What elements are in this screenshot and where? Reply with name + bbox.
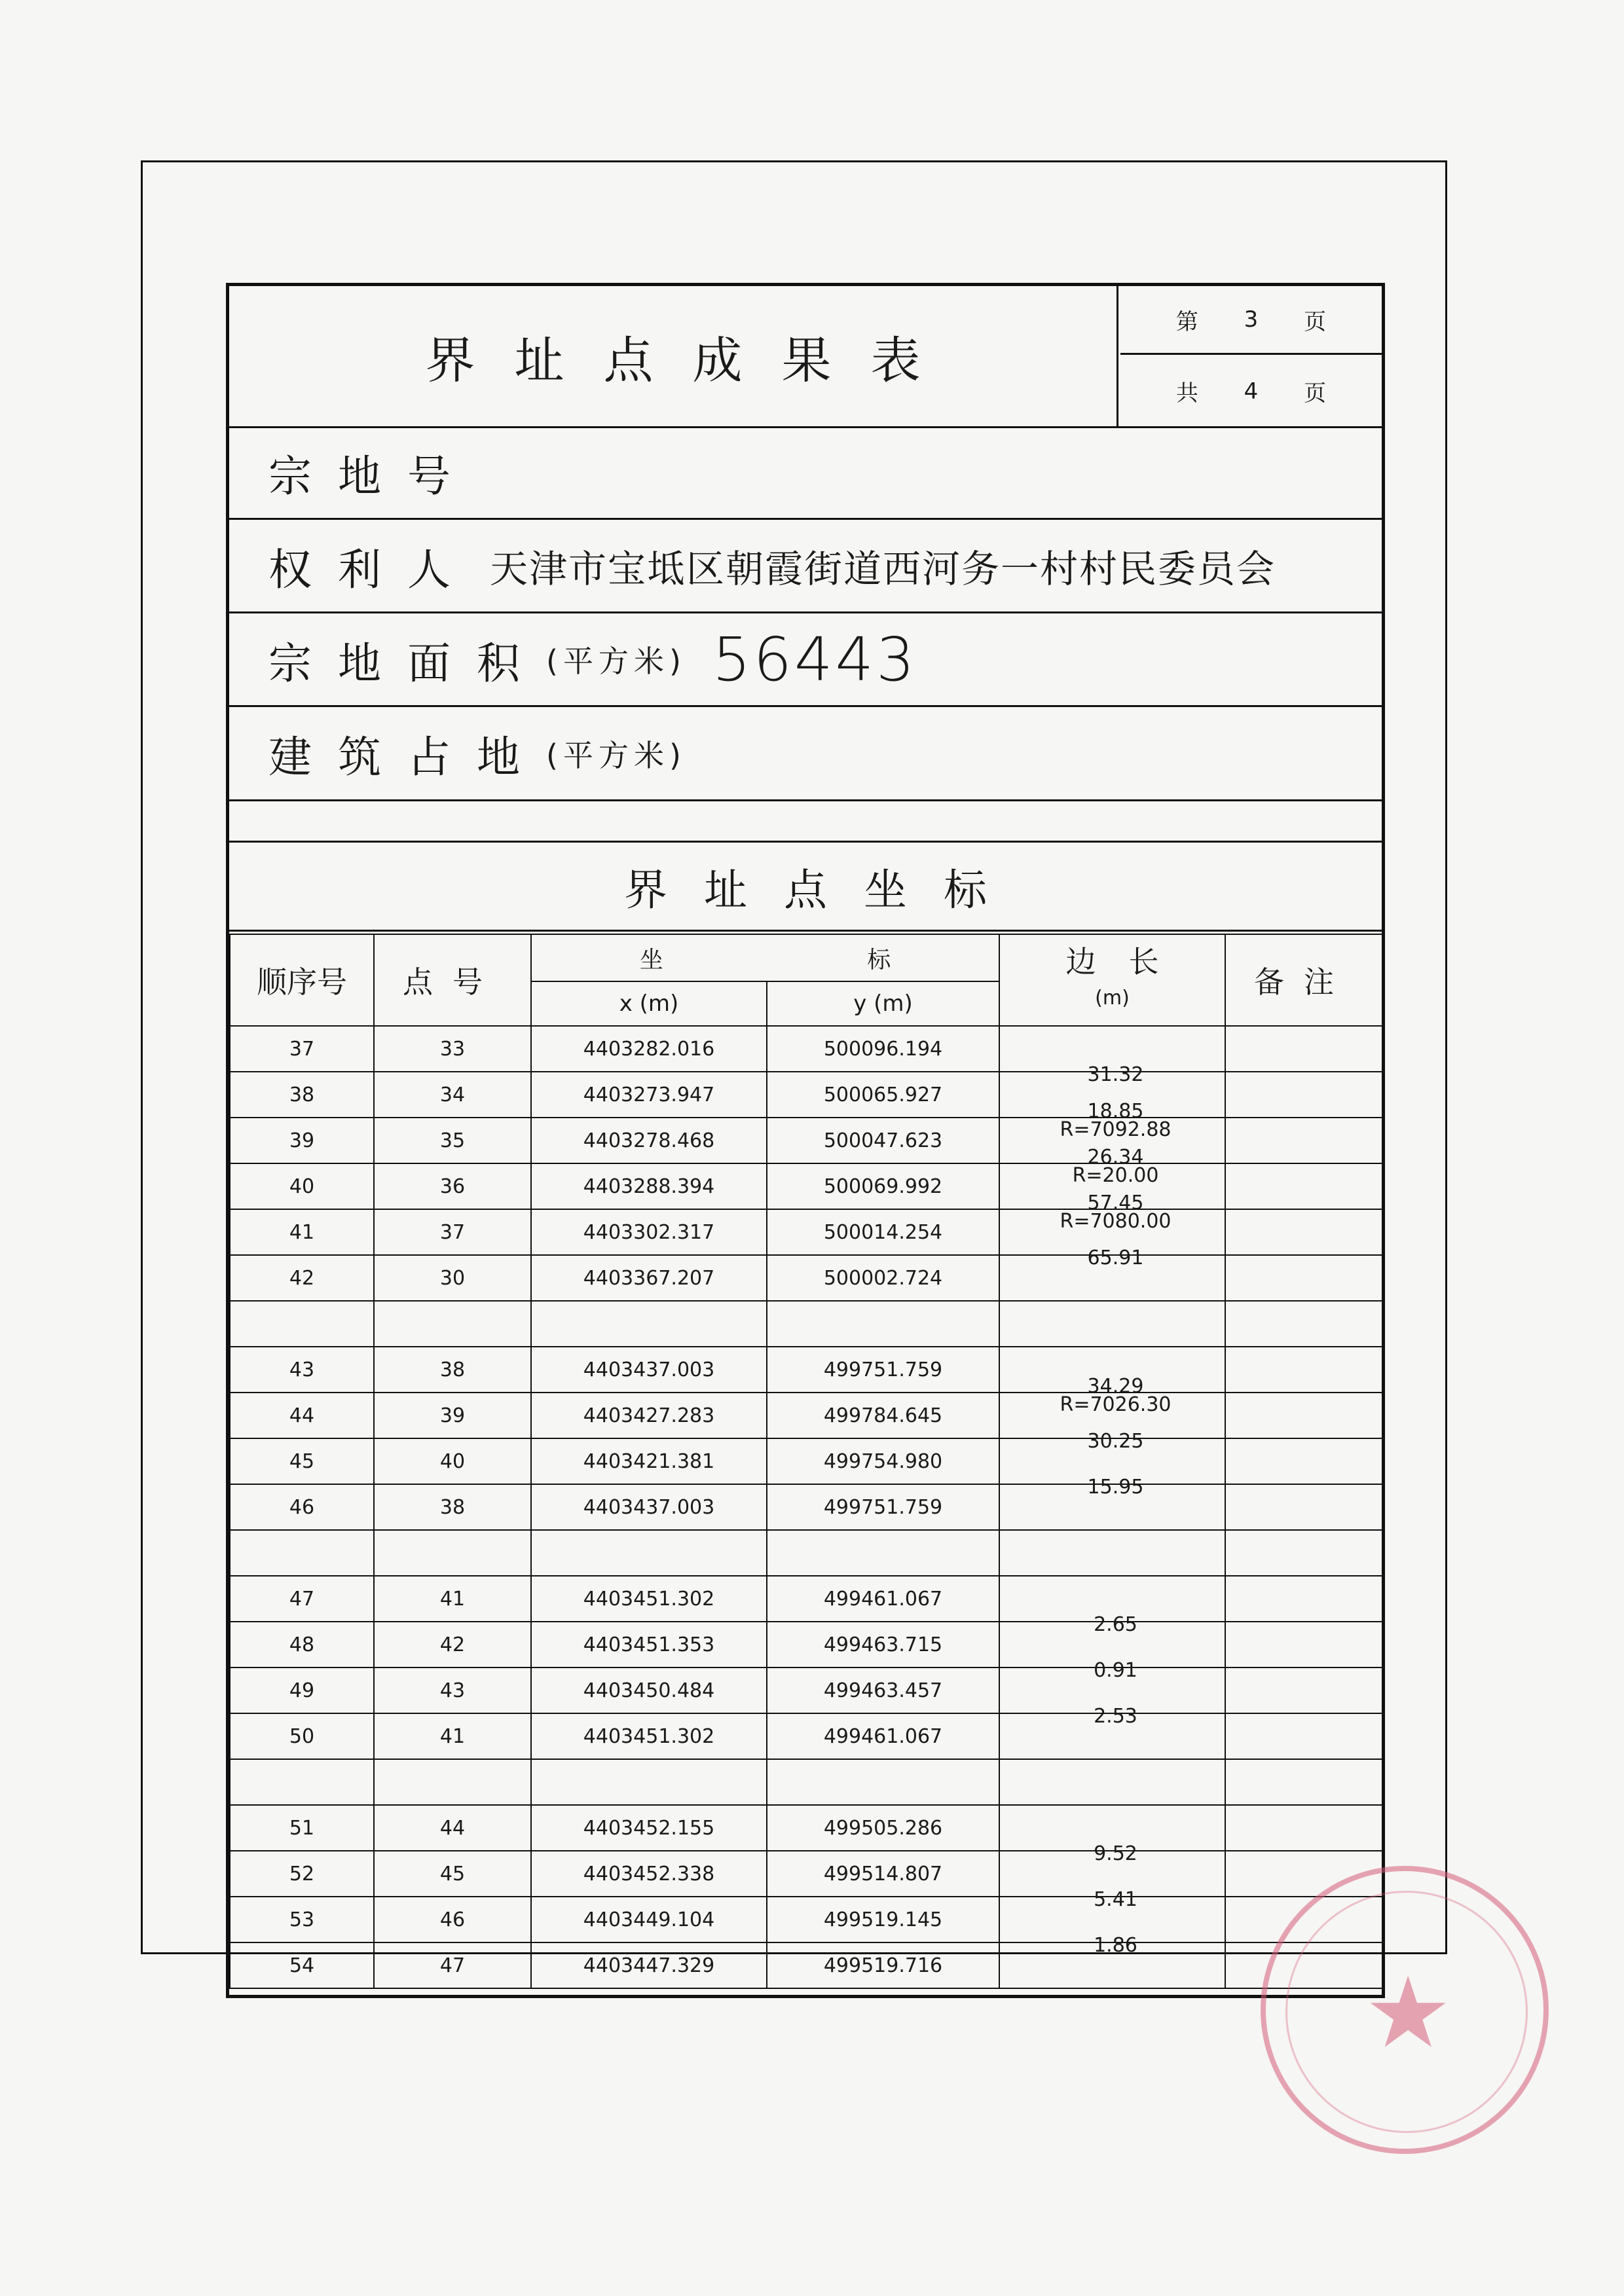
x-cell: 4403367.207 (531, 1255, 767, 1301)
header-remark (1225, 934, 1382, 1026)
page-total-suffix: 页 (1304, 380, 1327, 407)
header-y: y (m) (767, 981, 999, 1026)
edge-length-value: 57.45 (1087, 1192, 1144, 1214)
header-coord-left: 坐 (639, 946, 663, 974)
building-label: 建筑占地 (268, 732, 546, 782)
company-seal (1261, 1866, 1549, 2154)
point-cell: 41 (374, 1576, 531, 1622)
edge-length-label (1003, 1613, 1228, 1636)
seq-cell: 44 (230, 1393, 374, 1438)
seq-cell: 41 (230, 1209, 374, 1255)
building-row (229, 707, 1382, 801)
edge-length-label (1003, 1842, 1228, 1865)
point-cell: 30 (374, 1255, 531, 1301)
seq-cell: 46 (230, 1484, 374, 1530)
edge-length-label (1003, 1659, 1228, 1682)
edge-length-value: 34.29 (1087, 1375, 1144, 1398)
edge-length-value: 2.53 (1094, 1705, 1137, 1728)
seq-cell: 52 (230, 1851, 374, 1897)
seq-cell: 53 (230, 1897, 374, 1942)
remark-cell (1225, 1163, 1382, 1209)
point-cell: 37 (374, 1209, 531, 1255)
edge-length-label (1003, 1063, 1228, 1086)
seq-cell (230, 1759, 374, 1805)
owner-value: 天津市宝坻区朝霞街道西河务一村村民委员会 (490, 547, 1276, 591)
x-cell: 4403451.353 (531, 1622, 767, 1667)
x-cell: 4403452.155 (531, 1805, 767, 1851)
coordinate-table (229, 934, 1383, 1989)
x-cell: 4403451.302 (531, 1713, 767, 1759)
x-cell (531, 1301, 767, 1347)
header-edge (999, 934, 1225, 1026)
y-cell: 500065.927 (767, 1072, 999, 1118)
point-cell: 47 (374, 1942, 531, 1988)
remark-cell (1225, 1438, 1382, 1484)
boundary-point-sheet (226, 283, 1385, 1998)
seq-cell: 39 (230, 1118, 374, 1163)
point-cell: 44 (374, 1805, 531, 1851)
y-cell: 500096.194 (767, 1026, 999, 1072)
edge-cell (999, 1759, 1225, 1805)
x-cell: 4403282.016 (531, 1026, 767, 1072)
remark-cell (1225, 1301, 1382, 1347)
owner-label: 权利人 (268, 544, 477, 595)
point-cell: 45 (374, 1851, 531, 1897)
page-total (1120, 357, 1382, 426)
parcel-number-label: 宗地号 (268, 450, 477, 501)
edge-length-label (1003, 1888, 1228, 1911)
edge-cell (999, 1530, 1225, 1576)
remark-cell (1225, 1805, 1382, 1851)
x-cell: 4403451.302 (531, 1576, 767, 1622)
edge-length-label (1003, 1934, 1228, 1957)
header-coord-group (536, 941, 995, 975)
remark-cell (1225, 1393, 1382, 1438)
remark-cell (1225, 1484, 1382, 1530)
edge-length-label (1003, 1102, 1228, 1139)
header-edge-text: 边长 (1065, 944, 1192, 979)
area-value: 56443 (712, 624, 917, 695)
header-x: x (m) (531, 981, 767, 1026)
edge-length-label (1003, 1432, 1228, 1451)
point-cell: 34 (374, 1072, 531, 1118)
y-cell: 499463.457 (767, 1667, 999, 1713)
edge-length-value: 15.95 (1087, 1476, 1144, 1499)
area-unit: (平方米) (546, 644, 686, 679)
point-cell: 43 (374, 1667, 531, 1713)
edge-length-value: 5.41 (1094, 1888, 1137, 1911)
table-row (230, 1759, 1382, 1805)
section-title: 界址点坐标 (229, 843, 1382, 932)
y-cell: 499519.716 (767, 1942, 999, 1988)
owner-row (229, 520, 1382, 613)
seq-cell: 48 (230, 1622, 374, 1667)
x-cell: 4403437.003 (531, 1347, 767, 1393)
page-current-suffix: 页 (1304, 308, 1327, 335)
x-cell: 4403273.947 (531, 1072, 767, 1118)
header-coord-right: 标 (867, 946, 891, 974)
y-cell: 499751.759 (767, 1347, 999, 1393)
x-cell: 4403427.283 (531, 1393, 767, 1438)
header-coord (531, 934, 999, 981)
y-cell: 499519.145 (767, 1897, 999, 1942)
page-current (1120, 286, 1382, 355)
y-cell: 499505.286 (767, 1805, 999, 1851)
page-title: 界址点成果表 (229, 286, 1118, 426)
edge-radius-value: R=7092.88 (1060, 1118, 1172, 1141)
x-cell (531, 1530, 767, 1576)
x-cell: 4403288.394 (531, 1163, 767, 1209)
remark-cell (1225, 1759, 1382, 1805)
point-cell: 33 (374, 1026, 531, 1072)
header-edge-unit: (m) (1095, 987, 1130, 1010)
page-total-number: 4 (1244, 378, 1259, 405)
x-cell: 4403278.468 (531, 1118, 767, 1163)
point-cell: 40 (374, 1438, 531, 1484)
point-cell (374, 1759, 531, 1805)
header-point-text: 点号 (403, 964, 502, 1000)
table-row (230, 1026, 1382, 1072)
y-cell: 499754.980 (767, 1438, 999, 1484)
header-point (374, 934, 531, 1026)
remark-cell (1225, 1072, 1382, 1118)
area-label: 宗地面积 (268, 638, 546, 689)
edge-length-value: 1.86 (1094, 1934, 1137, 1957)
table-row (230, 1576, 1382, 1622)
point-cell: 35 (374, 1118, 531, 1163)
y-cell: 499514.807 (767, 1851, 999, 1897)
seq-cell: 54 (230, 1942, 374, 1988)
point-cell: 42 (374, 1622, 531, 1667)
remark-cell (1225, 1576, 1382, 1622)
edge-length-label (1003, 1707, 1228, 1726)
edge-radius-value: R=7080.00 (1060, 1210, 1172, 1233)
table-row (230, 1530, 1382, 1576)
edge-length-label (1003, 1194, 1228, 1231)
edge-length-value: 2.65 (1094, 1613, 1137, 1636)
seq-cell: 38 (230, 1072, 374, 1118)
x-cell: 4403447.329 (531, 1942, 767, 1988)
building-unit: (平方米) (546, 737, 686, 773)
seq-cell: 40 (230, 1163, 374, 1209)
seq-cell: 42 (230, 1255, 374, 1301)
seq-cell: 50 (230, 1713, 374, 1759)
y-cell: 500069.992 (767, 1163, 999, 1209)
parcel-number-row (229, 426, 1382, 520)
seal-star-icon: ★ (1364, 1956, 1452, 2070)
blank-row (229, 801, 1382, 843)
x-cell: 4403452.338 (531, 1851, 767, 1897)
page-current-number: 3 (1244, 306, 1259, 333)
edge-length-label (1003, 1377, 1228, 1414)
seq-cell: 51 (230, 1805, 374, 1851)
remark-cell (1225, 1026, 1382, 1072)
point-cell: 41 (374, 1713, 531, 1759)
y-cell (767, 1530, 999, 1576)
edge-radius-value: R=20.00 (1072, 1164, 1159, 1187)
edge-cell (999, 1301, 1225, 1347)
table-row (230, 1301, 1382, 1347)
edge-length-value: 31.32 (1087, 1063, 1144, 1086)
edge-length-label (1003, 1148, 1228, 1185)
edge-length-value: 9.52 (1094, 1842, 1137, 1865)
x-cell: 4403449.104 (531, 1897, 767, 1942)
header-seq: 顺序号 (230, 934, 374, 1026)
page-total-prefix: 共 (1175, 380, 1198, 407)
point-cell (374, 1530, 531, 1576)
x-cell (531, 1759, 767, 1805)
remark-cell (1225, 1713, 1382, 1759)
seq-cell: 43 (230, 1347, 374, 1393)
edge-radius-value: R=7026.30 (1060, 1393, 1172, 1416)
remark-cell (1225, 1255, 1382, 1301)
edge-length-label (1003, 1249, 1228, 1267)
point-cell: 38 (374, 1484, 531, 1530)
edge-length-value: 30.25 (1087, 1430, 1144, 1453)
y-cell: 499461.067 (767, 1713, 999, 1759)
x-cell: 4403450.484 (531, 1667, 767, 1713)
table-row (230, 1805, 1382, 1851)
seq-cell (230, 1301, 374, 1347)
y-cell: 499751.759 (767, 1484, 999, 1530)
y-cell (767, 1759, 999, 1805)
edge-length-value: 65.91 (1087, 1247, 1144, 1269)
seq-cell: 47 (230, 1576, 374, 1622)
seq-cell: 45 (230, 1438, 374, 1484)
title-block (229, 286, 1382, 428)
seq-cell (230, 1530, 374, 1576)
area-row (229, 613, 1382, 707)
x-cell: 4403421.381 (531, 1438, 767, 1484)
y-cell: 499784.645 (767, 1393, 999, 1438)
edge-length-value: 0.91 (1094, 1659, 1137, 1682)
edge-length-label (1003, 1478, 1228, 1497)
remark-cell (1225, 1347, 1382, 1393)
remark-cell (1225, 1118, 1382, 1163)
y-cell: 499463.715 (767, 1622, 999, 1667)
header-remark-text: 备注 (1254, 964, 1354, 1000)
remark-cell (1225, 1209, 1382, 1255)
point-cell: 39 (374, 1393, 531, 1438)
y-cell: 500002.724 (767, 1255, 999, 1301)
edge-length-value: 18.85 (1087, 1100, 1144, 1123)
y-cell: 500047.623 (767, 1118, 999, 1163)
point-cell: 46 (374, 1897, 531, 1942)
remark-cell (1225, 1667, 1382, 1713)
y-cell (767, 1301, 999, 1347)
seq-cell: 49 (230, 1667, 374, 1713)
remark-cell (1225, 1622, 1382, 1667)
remark-cell (1225, 1530, 1382, 1576)
point-cell: 36 (374, 1163, 531, 1209)
page-current-prefix: 第 (1175, 308, 1198, 335)
point-cell (374, 1301, 531, 1347)
point-cell: 38 (374, 1347, 531, 1393)
y-cell: 499461.067 (767, 1576, 999, 1622)
seq-cell: 37 (230, 1026, 374, 1072)
edge-length-value: 26.34 (1087, 1146, 1144, 1169)
x-cell: 4403302.317 (531, 1209, 767, 1255)
x-cell: 4403437.003 (531, 1484, 767, 1530)
y-cell: 500014.254 (767, 1209, 999, 1255)
